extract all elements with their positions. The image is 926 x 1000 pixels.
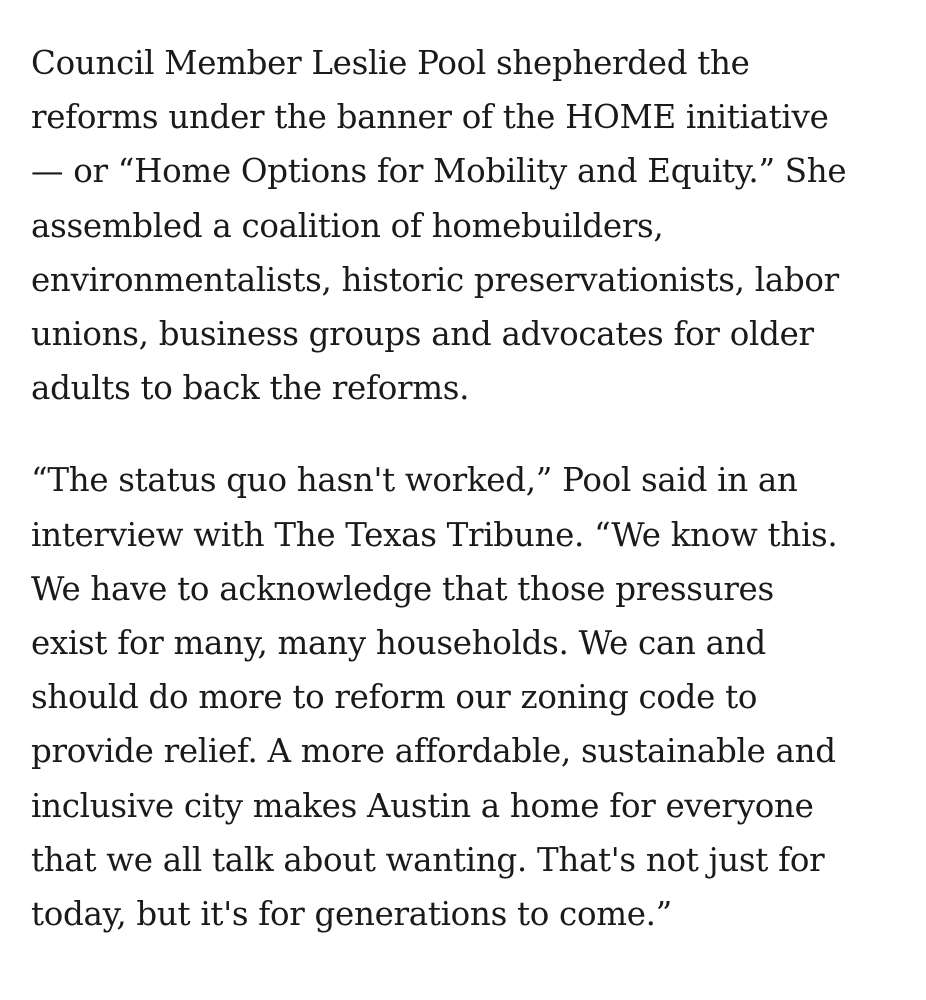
paragraph-line: today, but it's for generations to come.” — [31, 895, 673, 934]
paragraph-line: reforms under the banner of the HOME initiative — [31, 98, 829, 137]
paragraph-line: provide relief. A more affordable, sustainable and — [31, 732, 836, 771]
paragraph-line: “The status quo hasn't worked,” Pool said in an — [31, 461, 798, 500]
paragraph-line: adults to back the reforms. — [31, 369, 470, 408]
paragraph-line: Council Member Leslie Pool shepherded the — [31, 44, 750, 82]
paragraph-line: unions, business groups and advocates for older — [31, 315, 814, 354]
paragraph-line: exist for many, many households. We can and — [31, 624, 766, 663]
paragraph-line: interview with The Texas Tribune. “We know this. — [31, 515, 838, 554]
paragraph-line: We have to acknowledge that those pressures — [31, 569, 774, 608]
paragraph-1 — [31, 36, 911, 415]
paragraph-line: that we all talk about wanting. That's not just for — [31, 840, 825, 879]
paragraph-line: inclusive city makes Austin a home for everyone — [31, 786, 814, 825]
paragraph-line: assembled a coalition of homebuilders, — [31, 206, 664, 245]
paragraph-line: should do more to reform our zoning code to — [31, 678, 758, 717]
paragraph-line: environmentalists, historic preservationists, labor — [31, 260, 839, 299]
paragraph-2-quote — [31, 453, 911, 941]
article-body — [31, 36, 911, 941]
paragraph-spacer — [31, 415, 911, 453]
paragraph-line: — or “Home Options for Mobility and Equity.” She — [31, 152, 847, 191]
